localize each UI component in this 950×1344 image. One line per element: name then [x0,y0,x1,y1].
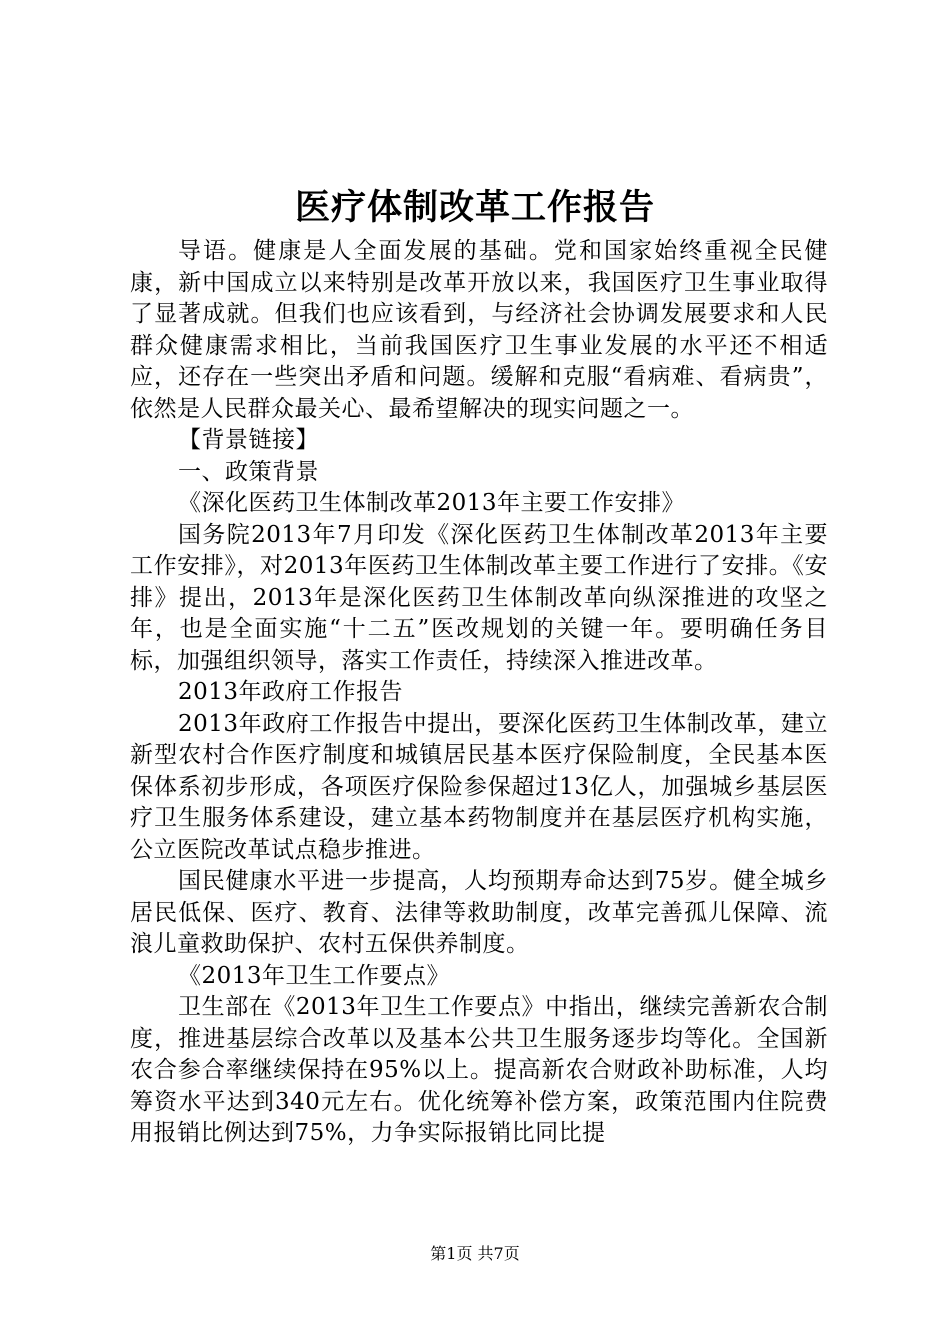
document-body [130,236,828,1150]
page-footer: 第1页 共7页 [430,1244,520,1263]
paragraph-government-report: 2013年政府工作报告中提出，要深化医药卫生体制改革，建立新型农村合作医疗制度和城镇居民基本医疗保险制度，全民基本医保体系初步形成，各项医疗保险参保超过13亿人，加强城乡基层医疗卫生服务体系建设，建立基本药物制度并在基层医疗机构实施，公立医院改革试点稳步推进。 [130,710,828,863]
paragraph-national-health: 国民健康水平进一步提高，人均预期寿命达到75岁。健全城乡居民低保、医疗、教育、法律等救助制度，改革完善孤儿保障、流浪儿童救助保护、农村五保供养制度。 [130,868,828,957]
section-heading-policy-background: 一、政策背景 [178,458,319,485]
subheading-health-work-points: 《2013年卫生工作要点》 [178,962,451,989]
subheading-government-report: 2013年政府工作报告 [178,679,404,705]
document-title: 医疗体制改革工作报告 [294,187,655,228]
paragraph-background-link: 【背景链接】 [178,427,319,453]
subheading-2013-arrangement: 《深化医药卫生体制改革2013年主要工作安排》 [178,490,686,516]
paragraph-ministry-of-health: 卫生部在《2013年卫生工作要点》中指出，继续完善新农合制度，推进基层综合改革以及基本公共卫生服务逐步均等化。全国新农合参合率继续保持在95%以上。提高新农合财政补助标准，人均筹资水平达到340元左右。优化统筹补偿方案，政策范围内住院费用报销比例达到75%，力争实际报销比同比提 [130,994,828,1146]
paragraph-state-council: 国务院2013年7月印发《深化医药卫生体制改革2013年主要工作安排》，对2013年医药卫生体制改革主要工作进行了安排。《安排》提出，2013年是深化医药卫生体制改革向纵深推进的攻坚之年，也是全面实施“十二五”医改规划的关键一年。要明确任务目标，加强组织领导，落实工作责任，持续深入推进改革。 [130,521,828,674]
paragraph-intro: 导语。健康是人全面发展的基础。党和国家始终重视全民健康，新中国成立以来特别是改革开放以来，我国医疗卫生事业取得了显著成就。但我们也应该看到，与经济社会协调发展要求和人民群众健康需求相比，当前我国医疗卫生事业发展的水平还不相适应，还存在一些突出矛盾和问题。缓解和克服“看病难、看病贵”，依然是人民群众最关心、最希望解决的现实问题之一。 [130,238,828,422]
